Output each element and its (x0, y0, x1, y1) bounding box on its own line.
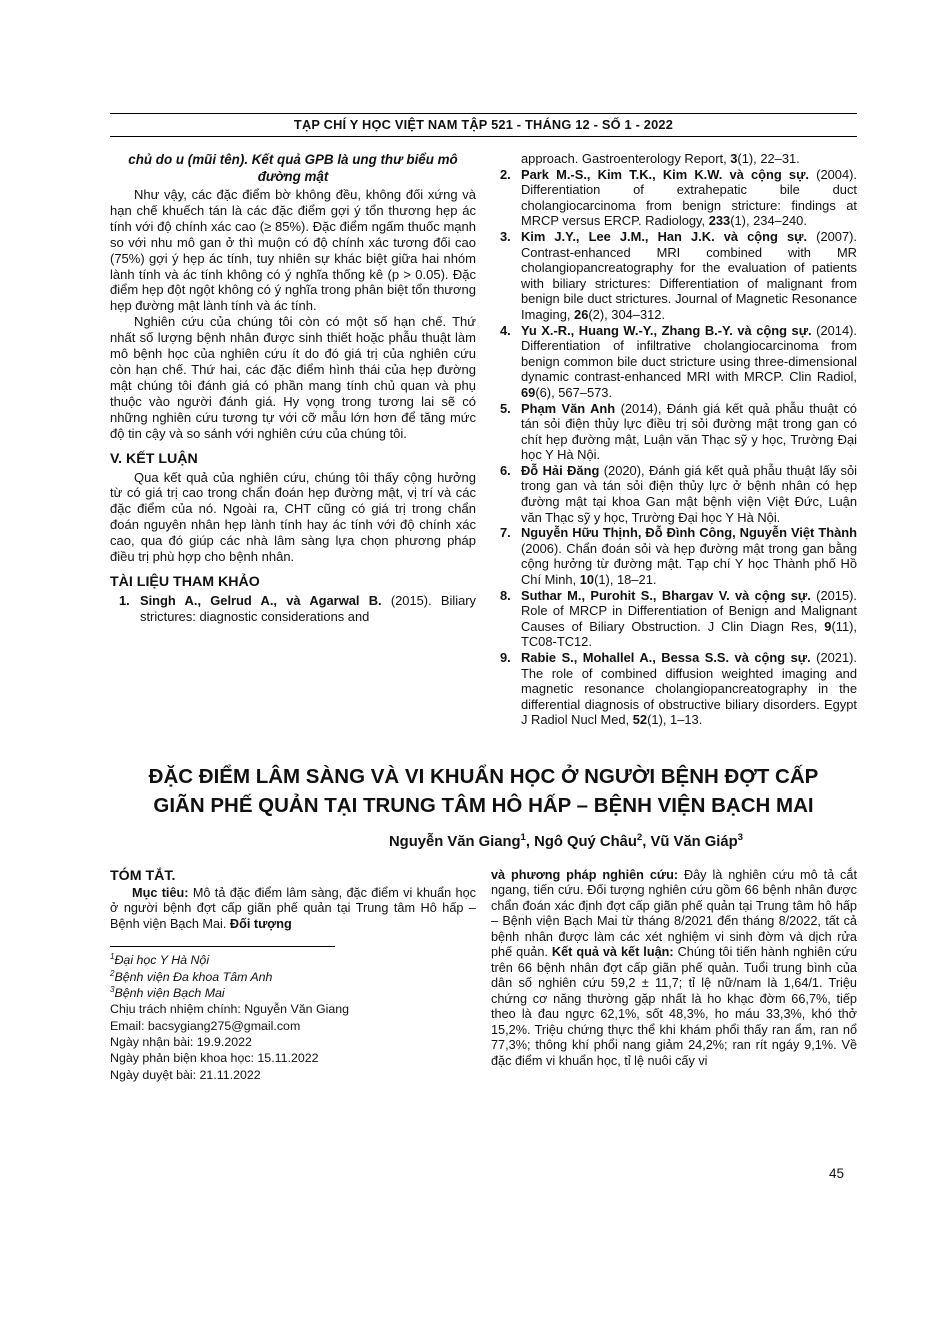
article2-footnote (110, 946, 476, 1082)
reference-item (491, 588, 857, 650)
abstract-text-left: Mục tiêu: Mô tả đặc điểm lâm sàng, đặc điểm vi khuẩn học ở người bệnh đợt cấp giãn phế quản tại Trung tâm Hô hấp – Bệnh viện Bạch Mai. Đối tượng (110, 885, 476, 931)
conclusion-text: Qua kết quả của nghiên cứu, chúng tôi thấy cộng hưởng từ có giá trị cao trong chẩn đoán hẹp đường mật, vị trí và các đặc điểm của nó. Ngoài ra, CHT cũng có giá trị trong chẩn đoán nguyên nhân hẹp lành tính hay ác tính với độ chính xác cao, qua đó giúp các nhà lâm sàng lựa chọn phương pháp điều trị phù hợp cho bệnh nhân. (110, 469, 476, 565)
reference-number: 1. (119, 592, 130, 608)
journal-header (110, 113, 857, 137)
reference-text: Suthar M., Purohit S., Bhargav V. và cộng sự. (2015). Role of MRCP in Differentiation of Benign and Malignant Causes of Biliary Obstruction. J Clin Diagn Res, 9(11), TC08-TC12. (521, 587, 857, 650)
reference-number: 2. (500, 166, 511, 182)
reference-text: Rabie S., Mohallel A., Bessa S.S. và cộng sự. (2021). The role of combined diffusion weighted imaging and magnetic resonance cholangiopancreatography in the differential diagnosis of obstructive biliary disorders. Egypt J Radiol Nucl Med, 52(1), 1–13. (521, 650, 857, 728)
reference-text: Singh A., Gelrud A., và Agarwal B. (2015). Biliary strictures: diagnostic considerations and (140, 592, 476, 624)
reference-item (491, 525, 857, 587)
page-content (110, 113, 857, 1083)
reference-item (110, 593, 476, 624)
reference-item (491, 463, 857, 525)
reference-item (491, 323, 857, 401)
reference-text: Yu X.-R., Huang W.-Y., Zhang B.-Y. và cộng sự. (2014). Differentiation of infiltrative cholangiocarcinoma from benign common bile duct stricture using three-dimensional dynamic contrast-enhanced MRI with MRCP. Clin Radiol, 69(6), 567–573. (521, 322, 857, 400)
abstract-text-right: và phương pháp nghiên cứu: Đây là nghiên cứu mô tả cắt ngang, tiến cứu. Đối tượng nghiên cứu gồm 66 bệnh nhân được chẩn đoán xác định đợt cấp giãn phế quản tại Trung tâm hô hấp – Bệnh viện Bạch Mai từ tháng 8/2021 đến tháng 8/2022, tất cả bệnh nhân được làm các xét nghiệm vi sinh đờm và dịch rửa phế quản. Kết quả và kết luận: Chúng tôi tiến hành nghiên cứu trên 66 bệnh nhân đợt cấp giãn phế quản. Tuổi trung bình của dân số nghiên cứu 59,2 ± 11,7; tỉ lệ nữ/nam là 1,64/1. Triệu chứng cơ năng thường gặp nhất là ho khạc đờm 66,7%, tiếp theo là đau ngực 62,1%, sốt 48,3%, ho máu 33,3%, khó thở 15,2%. Triệu chứng thực thể khi khám phổi thấy ran ẩm, ran nổ 77,3%; thông khí phổi nang giảm 24,2%; ran rít ngáy 9,1%. Về đặc điểm vi khuẩn học, tỉ lệ nuôi cấy vi (491, 867, 858, 1068)
article2-title (110, 762, 857, 820)
abstract-left-column (110, 868, 476, 1083)
paragraph-discussion-2: Nghiên cứu của chúng tôi còn có một số hạn chế. Thứ nhất số lượng bệnh nhân được sinh thiết hoặc phẫu thuật làm mô bệnh học của nghiên cứu ít do đó giá trị của nghiên cứu còn hạn chế. Thứ hai, các đặc điểm hình thái của hẹp đường mật chúng tôi đánh giá có phần mang tính chủ quan và phụ thuộc vào người đánh giá. Hy vọng trong tương lai sẽ có những nghiên cứu tương tự với cỡ mẫu lớn hơn để tăng mức độ tin cậy và so sánh với nghiên cứu của chúng tôi. (110, 314, 476, 441)
paragraph-discussion-1: Như vậy, các đặc điểm bờ không đều, không đối xứng và hạn chế khuếch tán là các đặc điểm gợi ý tổn thương hẹp ác tính với độ chính xác cao (≥ 85%). Đặc điểm ngấm thuốc mạnh so với nhu mô gan ở thì muộn có độ chính xác tương đối cao (75%) gợi ý hẹp ác tính, tuy nhiên sự khác biệt giữa hai nhóm lành tính và ác tính không có ý nghĩa thống kê (p > 0.05). Đặc điểm hẹp đột ngột không có ý nghĩa trong phân biệt tổn thương hẹp đường mật lành tính và ác tính. (110, 187, 476, 314)
footnote-date-received: Ngày nhận bài: 19.9.2022 (110, 1034, 252, 1049)
reference-number: 7. (500, 525, 511, 541)
article2-abstract (110, 868, 857, 1083)
footnote-affiliation-3: $^3$Bệnh viện Bạch Mai (110, 984, 225, 1001)
conclusion-heading: V. KẾT LUẬN (110, 450, 198, 467)
footnote-affiliation-1: $^1$Đại học Y Hà Nội (110, 952, 210, 968)
reference-text: Phạm Văn Anh (2014), Đánh giá kết quả phẫu thuật có tán sỏi điện thủy lực điều trị sỏi đường mật trong gan có chít hẹp đường mật, Luận văn Thạc sỹ y học, Trường Đại học Y Hà Nội. (521, 400, 857, 463)
reference-text: Kim J.Y., Lee J.M., Han J.K. và cộng sự. (2007). Contrast-enhanced MRI combined with MR cholangiopancreatography for the evaluation of patients with biliary strictures: Differentiation of malignant from benign bile duct strictures. Journal of Magnetic Resonance Imaging, 26(2), 304–312. (521, 228, 857, 322)
reference-text: Nguyễn Hữu Thịnh, Đỗ Đình Công, Nguyễn Việt Thành (2006). Chẩn đoán sỏi và hẹp đường mật trong gan bằng cộng hưởng từ đường mật. Tạp chí Y học Thành phố Hồ Chí Minh, 10(1), 18–21. (521, 525, 857, 588)
footnote-date-reviewed: Ngày phản biện khoa học: 15.11.2022 (110, 1051, 319, 1066)
reference-text: Park M.-S., Kim T.K., Kim K.W. và cộng sự. (2004). Differentiation of extrahepatic bile duct cholangiocarcinoma from benign stricture: findings at MRCP versus ERCP. Radiology, 233(1), 234–240. (521, 166, 857, 229)
reference-number: 8. (500, 587, 511, 603)
article2-authors: Nguyễn Văn Giang$^1$, Ngô Quý Châu$^2$, Vũ Văn Giáp$^3$ (389, 832, 743, 850)
abstract-right-column (491, 868, 857, 1083)
article2-title-line1: ĐẶC ĐIỂM LÂM SÀNG VÀ VI KHUẨN HỌC Ở NGƯỜI BỆNH ĐỢT CẤP (148, 764, 819, 788)
footnote-divider (110, 946, 335, 947)
reference-text: Đỗ Hải Đăng (2020), Đánh giá kết quả phẫu thuật lấy sỏi trong gan và tán sỏi điện thủy lực ở bệnh nhân có hẹp đường mật tại khoa Gan mật bệnh viện Việt Đức, Luận văn Thạc sỹ y học, Trường Đại học Y Hà Nội. (521, 462, 857, 525)
reference-number: 3. (500, 228, 511, 244)
references-heading: TÀI LIỆU THAM KHẢO (110, 573, 260, 590)
article1-right-column (491, 151, 857, 728)
footnote-affiliation-2: $^2$Bệnh viện Đa khoa Tâm Anh (110, 968, 273, 984)
article1-body (110, 151, 857, 728)
reference-item (491, 401, 857, 463)
reference-number: 4. (500, 322, 511, 338)
page-number: 45 (829, 1166, 845, 1181)
reference-item (491, 650, 857, 728)
footnote-responsible-author: Chịu trách nhiệm chính: Nguyễn Văn Giang (110, 1002, 350, 1017)
article2-title-line2: GIÃN PHẾ QUẢN TẠI TRUNG TÂM HÔ HẤP – BỆNH VIỆN BẠCH MAI (153, 793, 814, 817)
reference-number: 6. (500, 462, 511, 478)
footnote-email: Email: bacsygiang275@gmail.com (110, 1018, 301, 1033)
journal-header-title: TẠP CHÍ Y HỌC VIỆT NAM TẬP 521 - THÁNG 12 - SỐ 1 - 2022 (293, 117, 674, 132)
footnote-date-accepted: Ngày duyệt bài: 21.11.2022 (110, 1067, 261, 1082)
reference-continuation: approach. Gastroenterology Report, 3(1), 22–31. (521, 151, 800, 166)
reference-item (491, 229, 857, 323)
abstract-heading: TÓM TẮT. (110, 867, 176, 884)
article1-left-column (110, 151, 476, 728)
reference-item (491, 167, 857, 229)
figure-caption: chủ do u (mũi tên). Kết quả GPB là ung thư biểu mô đường mật (128, 152, 458, 184)
reference-number: 9. (500, 650, 511, 665)
reference-number: 5. (500, 400, 511, 416)
